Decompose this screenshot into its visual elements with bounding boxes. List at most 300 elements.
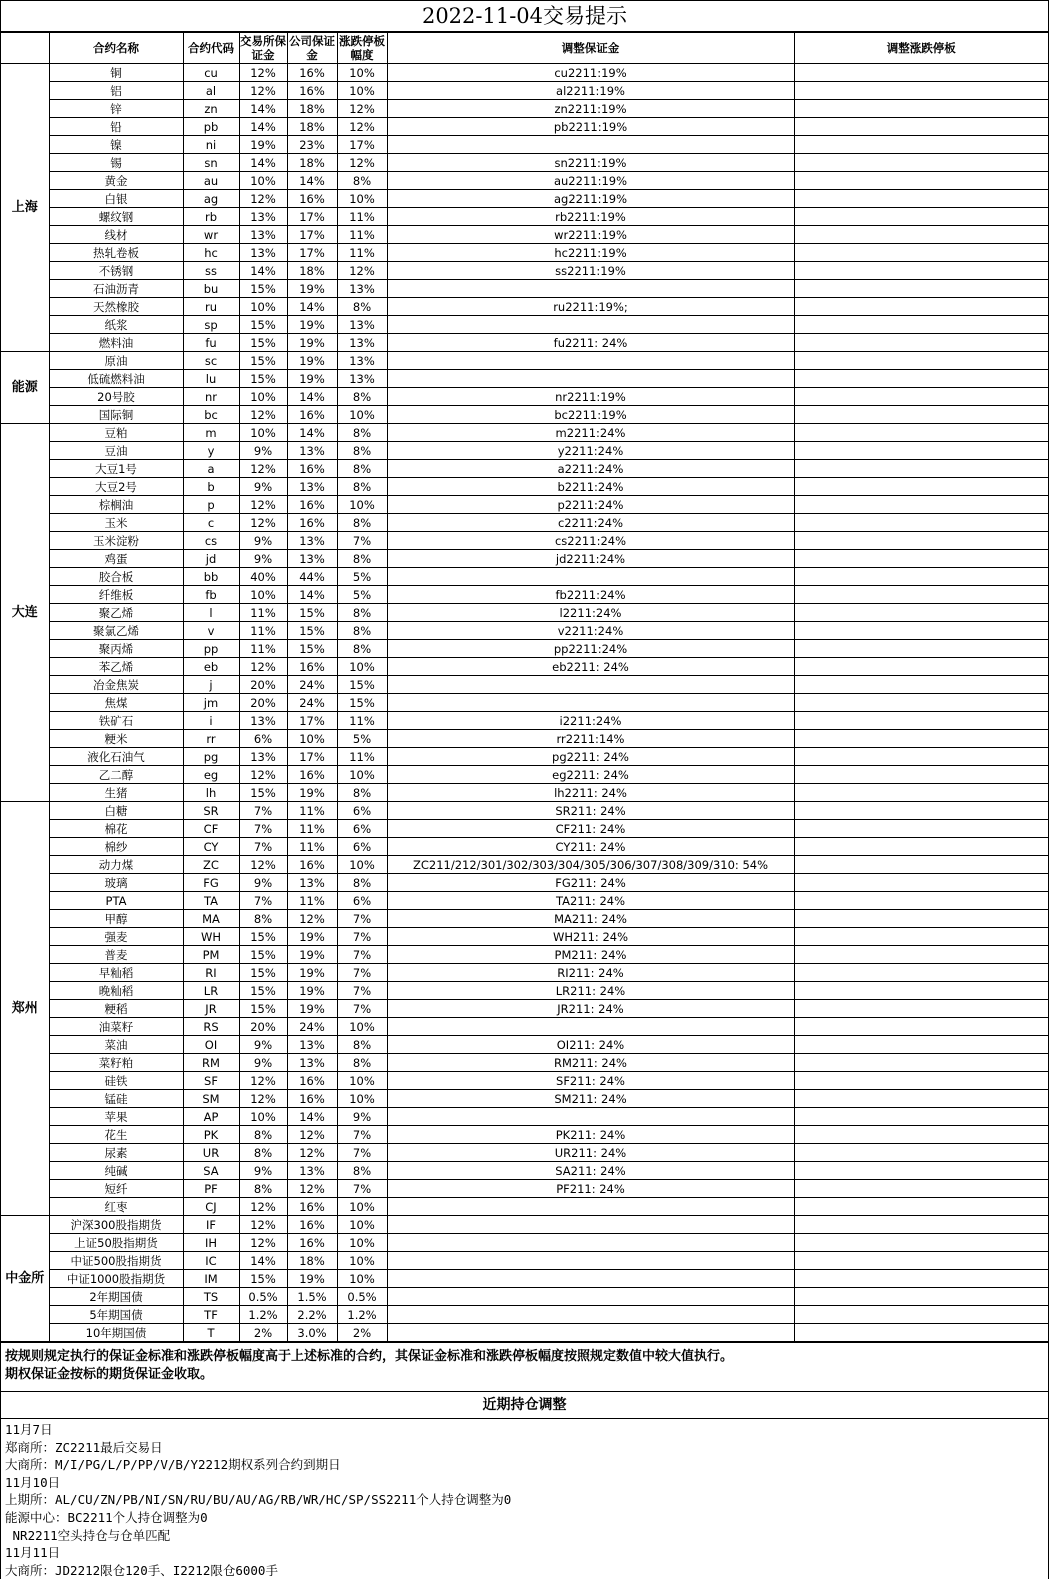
exchange-margin: 15% [239,370,287,388]
table-row [1,208,1048,226]
adjusted-limit [794,262,1048,280]
exchange-margin: 20% [239,694,287,712]
adjusted-margin: l2211:24% [387,604,794,622]
contract-name: 黄金 [49,172,183,190]
exchange-margin: 12% [239,460,287,478]
limit-range: 17% [337,136,387,154]
adjusted-margin: m2211:24% [387,424,794,442]
adjusted-margin: PF211: 24% [387,1180,794,1198]
contract-code: ss [183,262,239,280]
contract-name: 豆油 [49,442,183,460]
contract-code: fu [183,334,239,352]
limit-range: 8% [337,784,387,802]
header-exchange [1,33,49,64]
limit-range: 6% [337,820,387,838]
contract-code: CF [183,820,239,838]
company-margin: 19% [287,964,337,982]
contract-code: rb [183,208,239,226]
adjusted-limit [794,1036,1048,1054]
table-row [1,1072,1048,1090]
adjusted-limit [794,1252,1048,1270]
table-row [1,262,1048,280]
adjusted-limit [794,1144,1048,1162]
adjusted-limit [794,910,1048,928]
adjusted-limit [794,406,1048,424]
adjusted-limit [794,568,1048,586]
contract-name: 5年期国债 [49,1306,183,1324]
contract-code: zn [183,100,239,118]
limit-range: 10% [337,766,387,784]
company-margin: 12% [287,1126,337,1144]
contract-name: 玉米淀粉 [49,532,183,550]
contract-name: 上证50股指期货 [49,1234,183,1252]
contract-code: rr [183,730,239,748]
contract-name: 纯碱 [49,1162,183,1180]
exchange-margin: 9% [239,874,287,892]
table-row [1,1234,1048,1252]
contract-name: PTA [49,892,183,910]
contract-code: v [183,622,239,640]
contract-name: 焦煤 [49,694,183,712]
limit-range: 10% [337,1234,387,1252]
adjusted-limit [794,154,1048,172]
recent-line: 11月7日 [5,1422,53,1437]
limit-range: 11% [337,226,387,244]
recent-line: 能源中心：BC2211个人持仓调整为0 [5,1509,208,1525]
limit-range: 8% [337,1162,387,1180]
adjusted-margin: CY211: 24% [387,838,794,856]
table-row [1,298,1048,316]
contract-code: IM [183,1270,239,1288]
adjusted-margin [387,1288,794,1306]
adjusted-limit [794,172,1048,190]
contract-code: SM [183,1090,239,1108]
exchange-label: 能源 [1,352,49,424]
limit-range: 11% [337,208,387,226]
company-margin: 19% [287,352,337,370]
limit-range: 8% [337,550,387,568]
company-margin: 13% [287,874,337,892]
limit-range: 8% [337,388,387,406]
contract-code: TA [183,892,239,910]
table-row [1,730,1048,748]
contract-name: 玉米 [49,514,183,532]
contract-code: IH [183,1234,239,1252]
table-row [1,316,1048,334]
exchange-margin: 9% [239,478,287,496]
contract-name: 铜 [49,64,183,82]
contract-name: 冶金焦炭 [49,676,183,694]
contract-code: bu [183,280,239,298]
company-margin: 13% [287,1054,337,1072]
header-name: 合约名称 [49,33,183,64]
adjusted-margin [387,1306,794,1324]
company-margin: 16% [287,514,337,532]
exchange-margin: 2% [239,1324,287,1342]
contract-name: 国际铜 [49,406,183,424]
contract-name: 棉纱 [49,838,183,856]
exchange-margin: 10% [239,172,287,190]
exchange-margin: 19% [239,136,287,154]
table-row [1,694,1048,712]
contract-name: 动力煤 [49,856,183,874]
adjusted-limit [794,514,1048,532]
exchange-margin: 15% [239,928,287,946]
limit-range: 12% [337,262,387,280]
limit-range: 7% [337,1000,387,1018]
company-margin: 14% [287,172,337,190]
adjusted-margin [387,1216,794,1234]
contract-code: MA [183,910,239,928]
contract-code: lu [183,370,239,388]
contract-code: lh [183,784,239,802]
limit-range: 8% [337,640,387,658]
contract-name: 铝 [49,82,183,100]
exchange-margin: 10% [239,298,287,316]
recent-line: NR2211空头持仓与仓单匹配 [5,1527,171,1543]
contract-code: a [183,460,239,478]
limit-range: 10% [337,658,387,676]
table-row [1,154,1048,172]
exchange-margin: 15% [239,280,287,298]
table-row [1,640,1048,658]
limit-range: 8% [337,172,387,190]
exchange-margin: 20% [239,1018,287,1036]
adjusted-margin: pp2211:24% [387,640,794,658]
adjusted-limit [794,820,1048,838]
adjusted-margin: SR211: 24% [387,802,794,820]
exchange-margin: 9% [239,1036,287,1054]
table-row [1,1270,1048,1288]
contract-name: 聚乙烯 [49,604,183,622]
company-margin: 11% [287,802,337,820]
company-margin: 12% [287,1180,337,1198]
contract-name: 聚丙烯 [49,640,183,658]
contract-name: 10年期国债 [49,1324,183,1342]
limit-range: 10% [337,406,387,424]
adjusted-margin: v2211:24% [387,622,794,640]
contract-code: sc [183,352,239,370]
adjusted-limit [794,694,1048,712]
adjusted-margin [387,1018,794,1036]
recent-line: 大商所：M/I/PG/L/P/PP/V/B/Y2212期权系列合约到期日 [5,1457,341,1473]
header-adjust-margin: 调整保证金 [387,33,794,64]
adjusted-margin: fb2211:24% [387,586,794,604]
limit-range: 2% [337,1324,387,1342]
exchange-label: 大连 [1,424,49,802]
table-row [1,424,1048,442]
contract-code: bc [183,406,239,424]
contract-code: OI [183,1036,239,1054]
contract-code: TF [183,1306,239,1324]
table-row [1,190,1048,208]
exchange-margin: 12% [239,1198,287,1216]
adjusted-margin: TA211: 24% [387,892,794,910]
company-margin: 19% [287,370,337,388]
contract-code: m [183,424,239,442]
table-row [1,1144,1048,1162]
contract-name: 螺纹钢 [49,208,183,226]
exchange-margin: 9% [239,532,287,550]
adjusted-limit [794,298,1048,316]
adjusted-margin [387,1270,794,1288]
limit-range: 8% [337,424,387,442]
limit-range: 8% [337,874,387,892]
adjusted-limit [794,946,1048,964]
adjusted-limit [794,388,1048,406]
table-row [1,442,1048,460]
limit-range: 8% [337,442,387,460]
limit-range: 0.5% [337,1288,387,1306]
limit-range: 11% [337,748,387,766]
contract-name: 玻璃 [49,874,183,892]
adjusted-margin: pg2211: 24% [387,748,794,766]
adjusted-margin: PK211: 24% [387,1126,794,1144]
contract-name: 粳稻 [49,1000,183,1018]
adjusted-margin [387,1198,794,1216]
exchange-margin: 9% [239,1162,287,1180]
limit-range: 13% [337,280,387,298]
adjusted-margin [387,1252,794,1270]
contract-name: 原油 [49,352,183,370]
exchange-margin: 12% [239,1090,287,1108]
adjusted-margin: RM211: 24% [387,1054,794,1072]
adjusted-limit [794,1000,1048,1018]
adjusted-limit [794,496,1048,514]
contract-name: 生猪 [49,784,183,802]
contract-name: 线材 [49,226,183,244]
contract-name: 大豆2号 [49,478,183,496]
exchange-margin: 13% [239,712,287,730]
header-row [1,33,1048,64]
exchange-label: 中金所 [1,1216,49,1342]
contract-code: cu [183,64,239,82]
company-margin: 13% [287,442,337,460]
limit-range: 13% [337,370,387,388]
adjusted-limit [794,64,1048,82]
exchange-margin: 14% [239,154,287,172]
company-margin: 19% [287,928,337,946]
adjusted-margin: PM211: 24% [387,946,794,964]
table-row [1,1090,1048,1108]
table-row [1,514,1048,532]
limit-range: 11% [337,244,387,262]
adjusted-margin: JR211: 24% [387,1000,794,1018]
company-margin: 17% [287,226,337,244]
contract-name: 红枣 [49,1198,183,1216]
contract-name: 大豆1号 [49,460,183,478]
adjusted-margin: ZC211/212/301/302/303/304/305/306/307/308/309/310: 54% [387,856,794,874]
exchange-margin: 9% [239,1054,287,1072]
table-row [1,1288,1048,1306]
contract-code: SR [183,802,239,820]
adjusted-margin: OI211: 24% [387,1036,794,1054]
contract-name: 普麦 [49,946,183,964]
exchange-margin: 7% [239,892,287,910]
exchange-margin: 15% [239,784,287,802]
adjusted-margin [387,1324,794,1342]
company-margin: 18% [287,118,337,136]
adjusted-limit [794,244,1048,262]
adjusted-margin: wr2211:19% [387,226,794,244]
company-margin: 11% [287,820,337,838]
contract-code: PF [183,1180,239,1198]
company-margin: 14% [287,298,337,316]
exchange-margin: 14% [239,262,287,280]
exchange-margin: 8% [239,1126,287,1144]
note-line: 期权保证金按标的期货保证金收取。 [5,1367,214,1382]
contract-name: 强麦 [49,928,183,946]
adjusted-limit [794,1198,1048,1216]
adjusted-limit [794,352,1048,370]
contract-name: 纤维板 [49,586,183,604]
table-row [1,676,1048,694]
contract-name: 燃料油 [49,334,183,352]
company-margin: 17% [287,208,337,226]
adjusted-limit [794,802,1048,820]
adjusted-limit [794,640,1048,658]
exchange-margin: 14% [239,118,287,136]
adjusted-margin: zn2211:19% [387,100,794,118]
contract-code: PM [183,946,239,964]
adjusted-limit [794,1072,1048,1090]
adjusted-limit [794,442,1048,460]
contract-code: TS [183,1288,239,1306]
exchange-margin: 7% [239,838,287,856]
exchange-margin: 12% [239,658,287,676]
company-margin: 16% [287,190,337,208]
limit-range: 8% [337,478,387,496]
company-margin: 16% [287,1198,337,1216]
contract-code: RM [183,1054,239,1072]
limit-range: 8% [337,622,387,640]
adjusted-margin: UR211: 24% [387,1144,794,1162]
contract-name: 油菜籽 [49,1018,183,1036]
exchange-margin: 12% [239,856,287,874]
contract-code: al [183,82,239,100]
adjusted-margin: i2211:24% [387,712,794,730]
contract-code: au [183,172,239,190]
contract-name: 菜油 [49,1036,183,1054]
contract-name: 低硫燃料油 [49,370,183,388]
exchange-margin: 12% [239,496,287,514]
limit-range: 5% [337,586,387,604]
contract-name: 天然橡胶 [49,298,183,316]
table-row [1,964,1048,982]
adjusted-margin [387,370,794,388]
limit-range: 15% [337,694,387,712]
contract-code: p [183,496,239,514]
adjusted-margin: WH211: 24% [387,928,794,946]
contract-code: RS [183,1018,239,1036]
company-margin: 16% [287,64,337,82]
adjusted-limit [794,334,1048,352]
recent-adjustments [1,1419,1048,1579]
limit-range: 10% [337,64,387,82]
adjusted-limit [794,1216,1048,1234]
adjusted-margin [387,676,794,694]
contract-code: ru [183,298,239,316]
contract-code: PK [183,1126,239,1144]
limit-range: 11% [337,712,387,730]
company-margin: 1.5% [287,1288,337,1306]
contract-name: 锰硅 [49,1090,183,1108]
company-margin: 3.0% [287,1324,337,1342]
table-row [1,568,1048,586]
company-margin: 16% [287,856,337,874]
adjusted-margin: rb2211:19% [387,208,794,226]
table-row [1,874,1048,892]
table-row [1,1216,1048,1234]
contract-code: ni [183,136,239,154]
contract-code: l [183,604,239,622]
adjusted-limit [794,1054,1048,1072]
limit-range: 7% [337,964,387,982]
contract-code: c [183,514,239,532]
adjusted-limit [794,892,1048,910]
adjusted-margin: LR211: 24% [387,982,794,1000]
company-margin: 16% [287,1072,337,1090]
table-row [1,118,1048,136]
adjusted-margin [387,352,794,370]
table-row [1,658,1048,676]
adjusted-limit [794,856,1048,874]
exchange-margin: 20% [239,676,287,694]
company-margin: 14% [287,1108,337,1126]
limit-range: 7% [337,1180,387,1198]
adjusted-limit [794,712,1048,730]
exchange-margin: 12% [239,514,287,532]
exchange-margin: 8% [239,1180,287,1198]
company-margin: 14% [287,388,337,406]
table-row [1,1324,1048,1342]
exchange-margin: 8% [239,1144,287,1162]
adjusted-limit [794,118,1048,136]
contract-name: 花生 [49,1126,183,1144]
adjusted-margin: SM211: 24% [387,1090,794,1108]
adjusted-limit [794,1306,1048,1324]
adjusted-margin: c2211:24% [387,514,794,532]
contract-code: i [183,712,239,730]
contract-name: 尿素 [49,1144,183,1162]
limit-range: 8% [337,460,387,478]
company-margin: 16% [287,406,337,424]
contract-code: eg [183,766,239,784]
table-row [1,1036,1048,1054]
adjusted-limit [794,676,1048,694]
margin-note [1,1342,1048,1391]
company-margin: 24% [287,694,337,712]
adjusted-limit [794,1288,1048,1306]
company-margin: 13% [287,532,337,550]
contract-code: IF [183,1216,239,1234]
contract-code: bb [183,568,239,586]
adjusted-limit [794,874,1048,892]
contract-code: pp [183,640,239,658]
adjusted-margin: CF211: 24% [387,820,794,838]
adjusted-limit [794,208,1048,226]
exchange-margin: 10% [239,586,287,604]
recent-line: 11月11日 [5,1545,61,1561]
adjusted-margin: bc2211:19% [387,406,794,424]
exchange-margin: 6% [239,730,287,748]
contract-name: 苹果 [49,1108,183,1126]
table-row [1,64,1048,82]
limit-range: 6% [337,838,387,856]
header-company-margin: 公司保证金 [289,34,335,62]
company-margin: 12% [287,1144,337,1162]
contract-code: jd [183,550,239,568]
